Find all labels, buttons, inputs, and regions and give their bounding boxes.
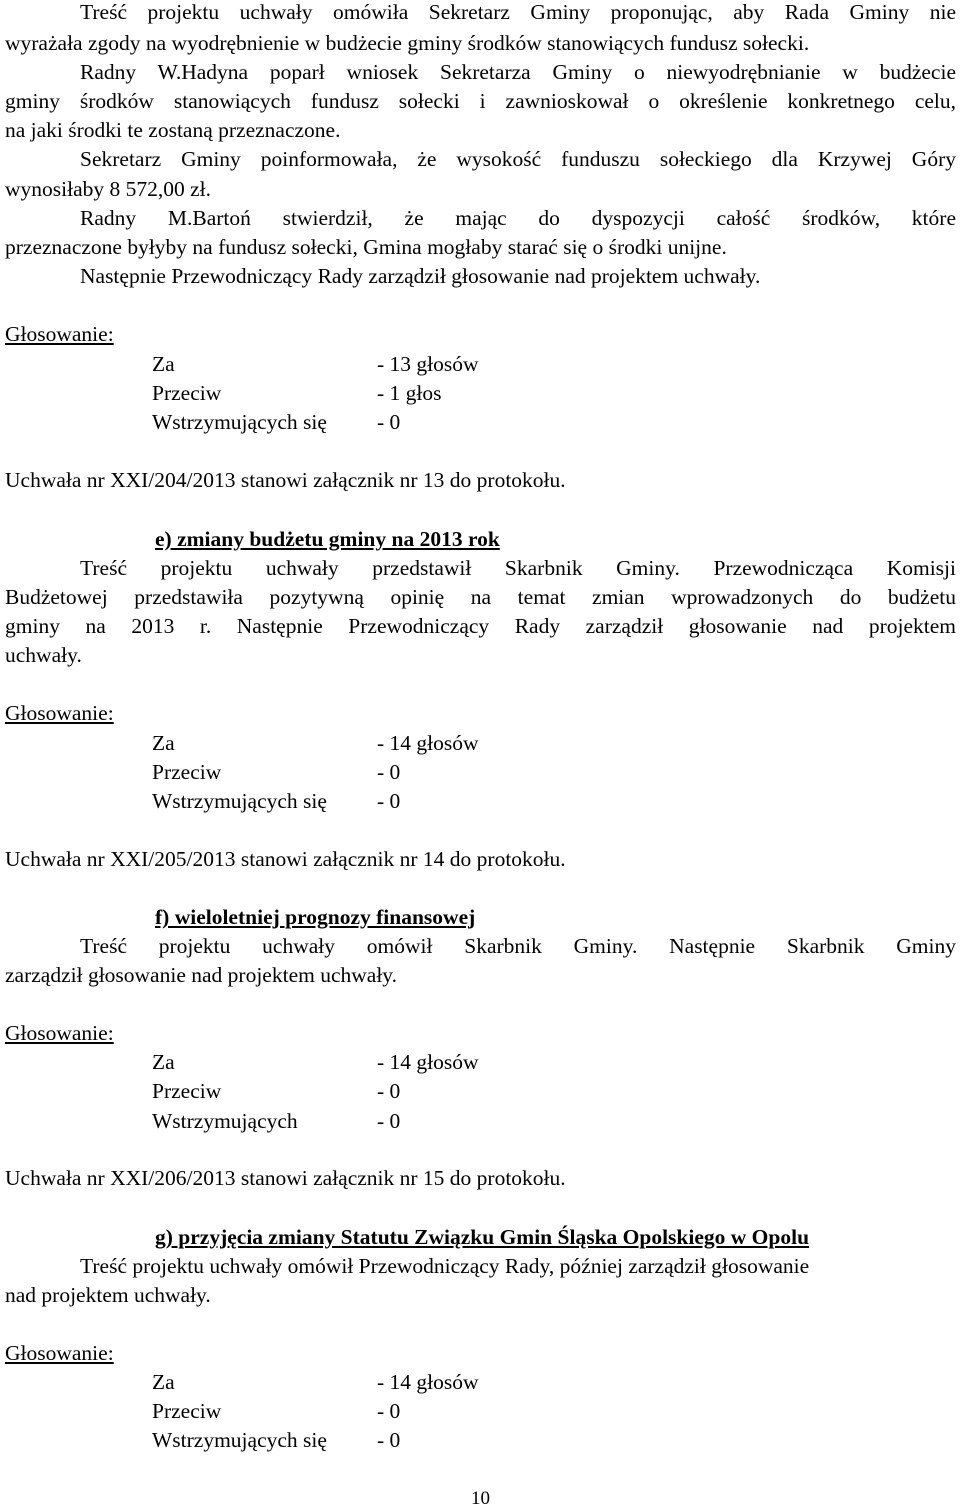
vote-2-resolution: Uchwała nr XXI/205/2013 stanowi załącznik nr 14 do protokołu. — [5, 847, 566, 871]
section-g-line-2: nad projektem uchwały. — [5, 1283, 211, 1307]
vote-1-abstain-value: - 0 — [377, 410, 401, 434]
section-g-heading-text: g) przyjęcia zmiany Statutu Związku Gmin Śląska Opolskiego w Opolu — [155, 1225, 810, 1249]
section-f-heading — [155, 907, 475, 929]
section-e-heading — [155, 529, 500, 551]
vote-3-abstain-label: Wstrzymujących — [152, 1109, 298, 1133]
vote-1-za-value: - 13 głosów — [377, 352, 479, 376]
vote-3-przeciw-label: Przeciw — [152, 1079, 222, 1103]
vote-2-za-label: Za — [152, 731, 175, 755]
vote-3-za-label: Za — [152, 1050, 175, 1074]
vote-2-przeciw-label: Przeciw — [152, 760, 222, 784]
vote-4-przeciw-value: - 0 — [377, 1399, 401, 1423]
intro-line-8: Radny M.Bartoń stwierdził, że mając do dyspozycji całość środków, które — [80, 206, 956, 230]
vote-1-resolution: Uchwała nr XXI/204/2013 stanowi załącznik nr 13 do protokołu. — [5, 468, 566, 492]
section-e-line-4: uchwały. — [5, 643, 82, 667]
vote-1-heading: Głosowanie: — [5, 322, 114, 346]
intro-line-2: wyrażała zgody na wyodrębnienie w budżecie gminy środków stanowiących fundusz sołecki. — [5, 31, 810, 55]
intro-line-4: gminy środków stanowiących fundusz sołecki i zawnioskował o określenie konkretnego celu, — [5, 89, 956, 113]
intro-line-7: wynosiłaby 8 572,00 zł. — [5, 177, 212, 201]
vote-1-za-label: Za — [152, 352, 175, 376]
section-e-heading-text: e) zmiany budżetu gminy na 2013 rok — [155, 527, 500, 551]
page-number: 10 — [471, 1488, 490, 1509]
vote-3-resolution: Uchwała nr XXI/206/2013 stanowi załącznik nr 15 do protokołu. — [5, 1166, 566, 1190]
section-e-line-3: gminy na 2013 r. Następnie Przewodniczący Rady zarządził głosowanie nad projektem — [5, 614, 956, 638]
intro-line-9: przeznaczone byłyby na fundusz sołecki, Gmina mogłaby starać się o środki unijne. — [5, 235, 727, 259]
section-f-line-2: zarządził głosowanie nad projektem uchwały. — [5, 963, 398, 987]
vote-1-abstain-label: Wstrzymujących się — [152, 410, 327, 434]
vote-2-heading: Głosowanie: — [5, 701, 114, 725]
vote-2-abstain-value: - 0 — [377, 789, 401, 813]
vote-4-przeciw-label: Przeciw — [152, 1399, 222, 1423]
intro-line-6: Sekretarz Gminy poinformowała, że wysokość funduszu sołeckiego dla Krzywej Góry — [80, 147, 956, 171]
intro-line-3: Radny W.Hadyna poparł wniosek Sekretarza Gminy o niewyodrębnianie w budżecie — [80, 60, 956, 84]
vote-4-za-value: - 14 głosów — [377, 1370, 479, 1394]
intro-line-1: Treść projektu uchwały omówiła Sekretarz Gminy proponując, aby Rada Gminy nie — [80, 0, 956, 24]
vote-3-abstain-value: - 0 — [377, 1109, 401, 1133]
vote-3-przeciw-value: - 0 — [377, 1079, 401, 1103]
section-f-heading-text: f) wieloletniej prognozy finansowej — [155, 905, 476, 929]
vote-2-za-value: - 14 głosów — [377, 731, 479, 755]
vote-4-za-label: Za — [152, 1370, 175, 1394]
vote-1-przeciw-value: - 1 głos — [377, 381, 442, 405]
section-e-line-1: Treść projektu uchwały przedstawił Skarbnik Gminy. Przewodnicząca Komisji — [80, 556, 956, 580]
intro-line-10: Następnie Przewodniczący Rady zarządził głosowanie nad projektem uchwały. — [80, 264, 761, 288]
vote-3-heading: Głosowanie: — [5, 1021, 114, 1045]
section-g-heading — [155, 1227, 809, 1249]
vote-4-heading: Głosowanie: — [5, 1341, 114, 1365]
vote-4-abstain-value: - 0 — [377, 1428, 401, 1452]
section-e-line-2: Budżetowej przedstawiła pozytywną opinię na temat zmian wprowadzonych do budżetu — [5, 585, 956, 609]
vote-3-za-value: - 14 głosów — [377, 1050, 479, 1074]
intro-line-5: na jaki środki te zostaną przeznaczone. — [5, 118, 341, 142]
vote-4-abstain-label: Wstrzymujących się — [152, 1428, 327, 1452]
section-g-line-1: Treść projektu uchwały omówił Przewodniczący Rady, później zarządził głosowanie — [80, 1254, 810, 1278]
vote-2-abstain-label: Wstrzymujących się — [152, 789, 327, 813]
vote-2-przeciw-value: - 0 — [377, 760, 401, 784]
section-f-line-1: Treść projektu uchwały omówił Skarbnik Gminy. Następnie Skarbnik Gminy — [80, 934, 956, 958]
vote-1-przeciw-label: Przeciw — [152, 381, 222, 405]
